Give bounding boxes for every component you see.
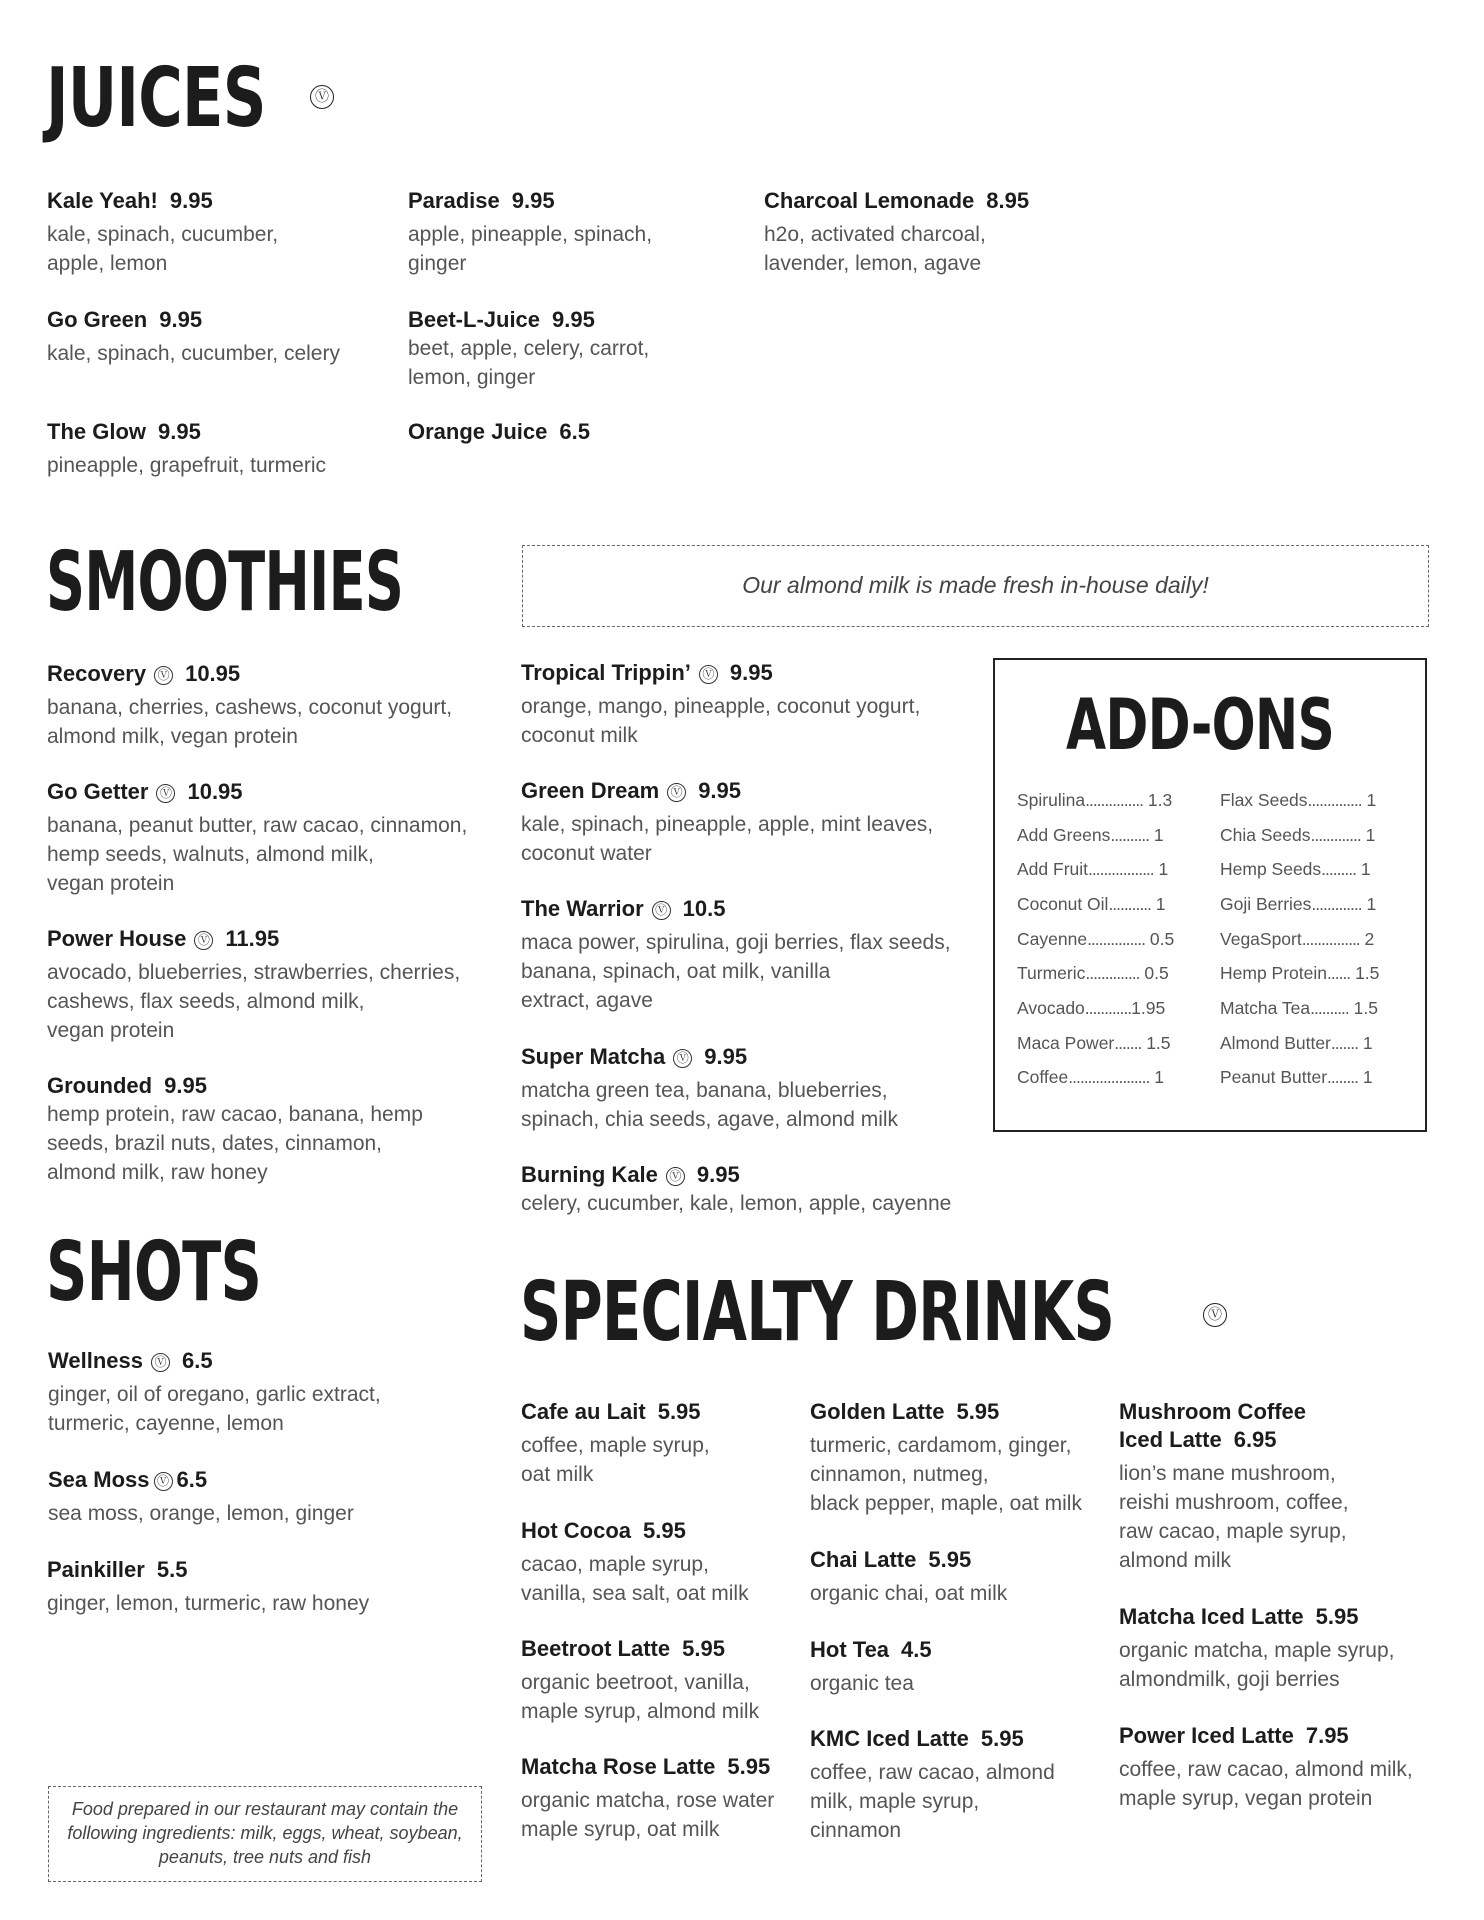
item-price: 6.5	[176, 1467, 208, 1492]
menu-item-mushroom-coffee-iced-latte	[1119, 1398, 1349, 1575]
addon-item: Maca Power....... 1.5	[1017, 1033, 1171, 1053]
item-price: 8.95	[986, 188, 1030, 213]
addon-item: Flax Seeds.............. 1	[1220, 790, 1377, 810]
addon-item: Almond Butter....... 1	[1220, 1033, 1373, 1053]
vegan-icon: Ⓥ	[1203, 1303, 1227, 1327]
menu-item-kmc-iced-latte	[810, 1725, 1055, 1845]
vegan-icon: Ⓥ	[673, 1049, 692, 1068]
menu-item-power-house	[47, 925, 460, 1045]
item-description: matcha green tea, banana, blueberries, spinach, chia seeds, agave, almond milk	[521, 1079, 899, 1131]
item-name: Go Green	[47, 307, 148, 332]
item-description: cacao, maple syrup, vanilla, sea salt, oat milk	[521, 1553, 749, 1605]
item-name: Super Matcha	[521, 1044, 666, 1069]
menu-item-hot-tea	[810, 1636, 932, 1698]
item-price: 5.95	[643, 1518, 686, 1543]
addon-item: Cayenne............... 0.5	[1017, 929, 1175, 949]
vegan-icon: Ⓥ	[667, 783, 686, 802]
item-price: 5.95	[657, 1399, 701, 1424]
item-description: orange, mango, pineapple, coconut yogurt, coconut milk	[521, 695, 921, 747]
menu-item-tropical-trippin	[521, 659, 920, 750]
menu-item-cafe-au-lait	[521, 1398, 710, 1489]
almond-milk-note	[522, 545, 1429, 627]
item-name: Tropical Trippin’	[521, 660, 691, 685]
item-price: 4.5	[901, 1637, 932, 1662]
menu-item-beet-l-juice	[408, 306, 649, 392]
item-name: Matcha Iced Latte	[1119, 1604, 1304, 1629]
juices-heading: JUICES	[46, 51, 266, 146]
item-description: avocado, blueberries, strawberries, cherries, cashews, flax seeds, almond milk, vegan protein	[47, 961, 461, 1042]
item-name: Beet-L-Juice	[408, 307, 541, 332]
item-price: 9.95	[704, 1044, 748, 1069]
addon-item: Coconut Oil........... 1	[1017, 894, 1166, 914]
item-price: 5.95	[956, 1399, 1000, 1424]
item-description: banana, peanut butter, raw cacao, cinnamon, hemp seeds, walnuts, almond milk, vegan protein	[47, 814, 468, 895]
item-price: 5.95	[727, 1754, 771, 1779]
item-price: 9.95	[696, 1162, 740, 1187]
menu-item-paradise	[408, 187, 652, 278]
smoothies-heading: SMOOTHIES	[46, 535, 404, 630]
item-price: 5.95	[1315, 1604, 1359, 1629]
item-price: 9.95	[511, 188, 555, 213]
item-name: Burning Kale	[521, 1162, 658, 1187]
item-description: coffee, raw cacao, almond milk, maple syrup, cinnamon	[810, 1761, 1055, 1842]
vegan-icon: Ⓥ	[154, 1472, 173, 1491]
vegan-icon: Ⓥ	[666, 1167, 685, 1186]
menu-item-grounded	[47, 1072, 423, 1187]
item-price: 9.95	[729, 660, 773, 685]
item-price: 6.5	[181, 1348, 213, 1373]
item-price: 9.95	[552, 307, 595, 332]
item-name: Hot Cocoa	[521, 1518, 631, 1543]
item-description: organic chai, oat milk	[810, 1582, 1008, 1605]
addon-item: Matcha Tea.......... 1.5	[1220, 998, 1378, 1018]
addon-item: Hemp Seeds......... 1	[1220, 859, 1371, 879]
addon-item: VegaSport............... 2	[1220, 929, 1375, 949]
item-description: turmeric, cardamom, ginger, cinnamon, nutmeg, black pepper, maple, oat milk	[810, 1434, 1082, 1515]
vegan-icon: Ⓥ	[310, 85, 334, 109]
vegan-icon: Ⓥ	[154, 666, 173, 685]
addon-item: Add Fruit................. 1	[1017, 859, 1169, 879]
item-description: beet, apple, celery, carrot, lemon, ginger	[408, 337, 650, 389]
item-name: Paradise	[408, 188, 500, 213]
menu-item-recovery	[47, 660, 452, 751]
item-price: 9.95	[698, 778, 742, 803]
item-description: organic tea	[810, 1672, 914, 1695]
menu-item-the-warrior	[521, 895, 951, 1015]
item-price: 10.5	[682, 896, 726, 921]
menu-item-go-green	[47, 306, 340, 368]
vegan-icon: Ⓥ	[151, 1353, 170, 1372]
shots-heading: SHOTS	[46, 1225, 262, 1320]
menu-item-power-iced-latte	[1119, 1722, 1413, 1813]
item-price: 9.95	[159, 307, 203, 332]
item-description: maca power, spirulina, goji berries, flax seeds, banana, spinach, oat milk, vanilla extract, agave	[521, 931, 951, 1012]
item-price: 6.5	[559, 419, 590, 444]
menu-item-the-glow	[47, 418, 326, 480]
item-description: pineapple, grapefruit, turmeric	[47, 454, 326, 477]
menu-item-painkiller	[47, 1556, 369, 1618]
item-name: Power House	[47, 926, 187, 951]
vegan-icon: Ⓥ	[156, 784, 175, 803]
item-description: ginger, oil of oregano, garlic extract, turmeric, cayenne, lemon	[48, 1383, 381, 1435]
menu-item-wellness	[48, 1347, 381, 1438]
item-description: banana, cherries, cashews, coconut yogurt, almond milk, vegan protein	[47, 696, 453, 748]
item-name: Go Getter	[47, 779, 149, 804]
almond-milk-note-text: Our almond milk is made fresh in-house daily!	[742, 572, 1209, 598]
addon-item: Add Greens.......... 1	[1017, 825, 1164, 845]
item-name: Recovery	[47, 661, 147, 686]
item-price: 7.95	[1305, 1723, 1349, 1748]
menu-item-matcha-rose-latte	[521, 1753, 774, 1844]
vegan-icon: Ⓥ	[652, 901, 671, 920]
item-name: Green Dream	[521, 778, 660, 803]
item-name: Beetroot Latte	[521, 1636, 671, 1661]
vegan-icon: Ⓥ	[194, 931, 213, 950]
addon-item: Turmeric.............. 0.5	[1017, 963, 1169, 983]
allergen-note	[48, 1786, 482, 1882]
addon-item: Avocado............1.95	[1017, 998, 1166, 1018]
item-description: ginger, lemon, turmeric, raw honey	[47, 1592, 370, 1615]
addon-item: Coffee..................... 1	[1017, 1067, 1164, 1087]
item-name: The Warrior	[521, 896, 644, 921]
item-name: Painkiller	[47, 1557, 145, 1582]
addons-heading: ADD-ONS	[1066, 684, 1335, 766]
item-price: 5.5	[156, 1557, 188, 1582]
item-name: Mushroom Coffee	[1119, 1399, 1306, 1424]
item-price: 9.95	[164, 1073, 207, 1098]
item-description: organic matcha, maple syrup, almondmilk, goji berries	[1119, 1639, 1395, 1691]
specialty-drinks-heading: SPECIALTY DRINKS	[520, 1265, 1115, 1360]
item-name: Wellness	[48, 1348, 143, 1373]
item-description: kale, spinach, cucumber, celery	[47, 342, 340, 365]
item-price: 5.95	[980, 1726, 1024, 1751]
item-description: coffee, maple syrup, oat milk	[521, 1434, 710, 1486]
item-name: Chai Latte	[810, 1547, 917, 1572]
item-name-line2: Iced Latte	[1119, 1427, 1222, 1452]
item-description: organic beetroot, vanilla, maple syrup, almond milk	[521, 1671, 760, 1723]
addons-box	[993, 658, 1427, 1132]
item-name: Power Iced Latte	[1119, 1723, 1294, 1748]
menu-item-go-getter	[47, 778, 467, 898]
addon-item: Goji Berries............. 1	[1220, 894, 1377, 914]
item-name: Golden Latte	[810, 1399, 945, 1424]
menu-item-matcha-iced-latte	[1119, 1603, 1394, 1694]
menu-item-green-dream	[521, 777, 933, 868]
item-name: Kale Yeah!	[47, 188, 158, 213]
item-price: 5.95	[928, 1547, 972, 1572]
menu-item-charcoal-lemonade	[764, 187, 1029, 278]
item-description: organic matcha, rose water maple syrup, oat milk	[521, 1789, 775, 1841]
item-description: hemp protein, raw cacao, banana, hemp seeds, brazil nuts, dates, cinnamon, almond milk, raw honey	[47, 1103, 423, 1184]
item-name: Orange Juice	[408, 419, 548, 444]
item-price: 5.95	[682, 1636, 725, 1661]
item-name: Cafe au Lait	[521, 1399, 646, 1424]
item-price: 10.95	[187, 779, 243, 804]
menu-item-burning-kale	[521, 1161, 951, 1218]
item-name: Matcha Rose Latte	[521, 1754, 716, 1779]
addon-item: Chia Seeds............. 1	[1220, 825, 1376, 845]
vegan-icon: Ⓥ	[699, 665, 718, 684]
addon-item: Hemp Protein...... 1.5	[1220, 963, 1380, 983]
item-price: 9.95	[158, 419, 201, 444]
menu-item-orange-juice	[408, 418, 590, 446]
item-name: Sea Moss	[48, 1467, 150, 1492]
item-name: Charcoal Lemonade	[764, 188, 975, 213]
item-price: 9.95	[169, 188, 213, 213]
item-description: celery, cucumber, kale, lemon, apple, cayenne	[521, 1192, 952, 1215]
item-price: 6.95	[1233, 1427, 1277, 1452]
item-description: coffee, raw cacao, almond milk, maple syrup, vegan protein	[1119, 1758, 1413, 1810]
item-name: Hot Tea	[810, 1637, 890, 1662]
item-description: h2o, activated charcoal, lavender, lemon, agave	[764, 223, 986, 275]
menu-item-sea-moss	[48, 1466, 354, 1528]
item-description: apple, pineapple, spinach, ginger	[408, 223, 653, 275]
item-description: kale, spinach, cucumber, apple, lemon	[47, 223, 279, 275]
menu-item-hot-cocoa	[521, 1517, 749, 1608]
item-name: Grounded	[47, 1073, 153, 1098]
item-price: 11.95	[225, 926, 280, 951]
item-price: 10.95	[185, 661, 241, 686]
item-description: lion’s mane mushroom, reishi mushroom, coffee, raw cacao, maple syrup, almond milk	[1119, 1462, 1349, 1572]
menu-item-golden-latte	[810, 1398, 1082, 1518]
menu-item-super-matcha	[521, 1043, 898, 1134]
addon-item: Spirulina............... 1.3	[1017, 790, 1173, 810]
item-description: sea moss, orange, lemon, ginger	[48, 1502, 354, 1525]
item-name: KMC Iced Latte	[810, 1726, 969, 1751]
item-description: kale, spinach, pineapple, apple, mint leaves, coconut water	[521, 813, 934, 865]
item-name: The Glow	[47, 419, 146, 444]
menu-item-beetroot-latte	[521, 1635, 759, 1726]
allergen-note-text: Food prepared in our restaurant may contain the following ingredients: milk, eggs, wheat, soybean, peanuts, tree nuts and fish	[67, 1799, 463, 1867]
addon-item: Peanut Butter........ 1	[1220, 1067, 1373, 1087]
menu-item-chai-latte	[810, 1546, 1007, 1608]
menu-item-kale-yeah	[47, 187, 278, 278]
